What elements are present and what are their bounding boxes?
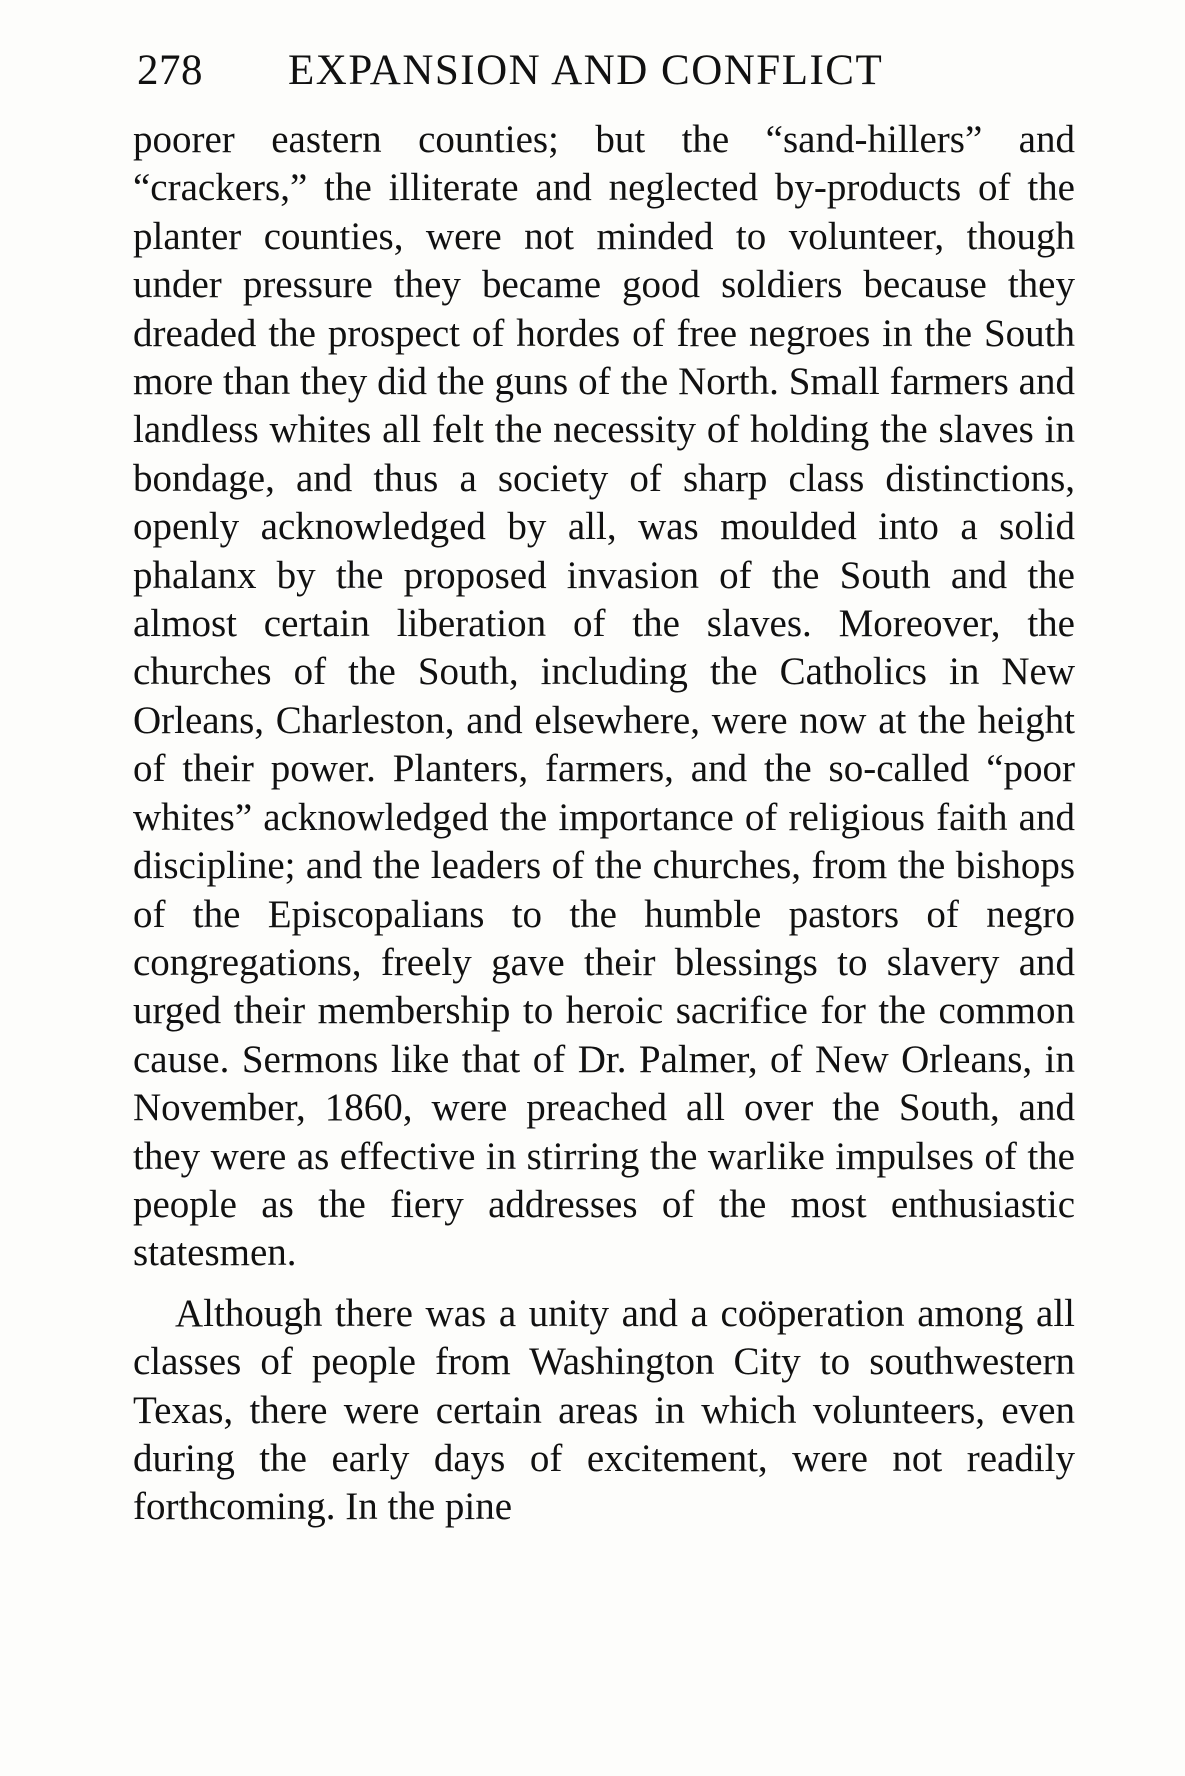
paragraph: Although there was a unity and a coöperation among all classes of people from Washington City to southwestern Texas, there were certain areas in which volunteers, even during the early days of excitement, were not readily forthcoming. In the pine [133, 1291, 1075, 1529]
paragraph-continued: poorer eastern counties; but the “sand-hillers” and “crackers,” the illiterate and neglected by-products of the planter counties, were not minded to volunteer, though under pressure they became good soldiers because they dreaded the prospect of hordes of free negroes in the South more than they did the guns of the North. Small farmers and landless whites all felt the necessity of holding the slaves in bondage, and thus a society of sharp class distinctions, openly acknowledged by all, was moulded into a solid phalanx by the proposed invasion of the South and the almost certain liberation of the slaves. Moreover, the churches of the South, including the Catholics in New Orleans, Charleston, and elsewhere, were now at the height of their power. Planters, farmers, and the so-called “poor whites” acknowledged the importance of religious faith and discipline; and the leaders of the churches, from the bishops of the Episcopalians to the humble pastors of negro congregations, freely gave their blessings to slavery and urged their membership to heroic sacrifice for the common cause. Sermons like that of Dr. Palmer, of New Orleans, in November, 1860, were preached all over the South, and they were as effective in stirring the warlike impulses of the people as the fiery addresses of the most enthusiastic statesmen. [133, 118, 1075, 1275]
body-text [133, 116, 1075, 1532]
chapter-title: EXPANSION AND CONFLICT [288, 47, 884, 94]
page-number: 278 [137, 47, 203, 94]
running-head [137, 44, 1062, 98]
